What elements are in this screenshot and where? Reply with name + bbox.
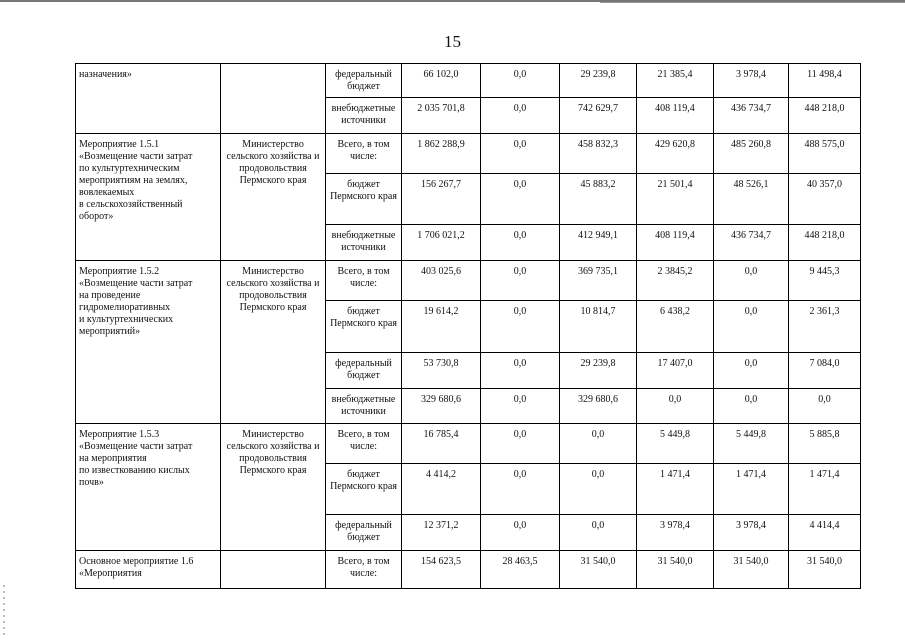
- amount-cell: 31 540,0: [560, 551, 637, 589]
- amount-cell: 0,0: [481, 261, 560, 301]
- amount-cell: 66 102,0: [402, 64, 481, 98]
- amount-cell: 40 357,0: [789, 174, 861, 225]
- amount-cell: 0,0: [560, 464, 637, 515]
- amount-cell: 0,0: [560, 515, 637, 551]
- amount-cell: 1 471,4: [637, 464, 714, 515]
- amount-cell: 485 260,8: [714, 134, 789, 174]
- amount-cell: 458 832,3: [560, 134, 637, 174]
- funding-source-cell: Всего, в том числе:: [326, 424, 402, 464]
- amount-cell: 0,0: [481, 464, 560, 515]
- executor-cell: Министерство сельского хозяйства и продовольствия Пермского края: [221, 424, 326, 551]
- amount-cell: 0,0: [481, 389, 560, 424]
- amount-cell: 436 734,7: [714, 98, 789, 134]
- amount-cell: 16 785,4: [402, 424, 481, 464]
- amount-cell: 429 620,8: [637, 134, 714, 174]
- amount-cell: 0,0: [714, 389, 789, 424]
- funding-source-cell: Всего, в том числе:: [326, 134, 402, 174]
- funding-source-cell: бюджет Пермского края: [326, 174, 402, 225]
- amount-cell: 0,0: [789, 389, 861, 424]
- amount-cell: 0,0: [637, 389, 714, 424]
- amount-cell: 369 735,1: [560, 261, 637, 301]
- amount-cell: 31 540,0: [637, 551, 714, 589]
- executor-cell: Министерство сельского хозяйства и продовольствия Пермского края: [221, 261, 326, 424]
- amount-cell: 0,0: [714, 353, 789, 389]
- amount-cell: 28 463,5: [481, 551, 560, 589]
- funding-source-cell: внебюджетные источники: [326, 389, 402, 424]
- amount-cell: 29 239,8: [560, 64, 637, 98]
- amount-cell: 448 218,0: [789, 225, 861, 261]
- measure-name: Мероприятие 1.5.3 «Возмещение части затрат на мероприятия по известкованию кислых почв»: [79, 429, 193, 488]
- amount-cell: 0,0: [481, 134, 560, 174]
- amount-cell: 403 025,6: [402, 261, 481, 301]
- amount-cell: 448 218,0: [789, 98, 861, 134]
- amount-cell: 0,0: [481, 353, 560, 389]
- amount-cell: 45 883,2: [560, 174, 637, 225]
- table-row: [76, 424, 861, 464]
- amount-cell: 53 730,8: [402, 353, 481, 389]
- amount-cell: 436 734,7: [714, 225, 789, 261]
- executor-cell: [221, 551, 326, 589]
- measure-name: Мероприятие 1.5.2 «Возмещение части затрат на проведение гидромелиоративных и культуртехнических мероприятий»: [79, 266, 193, 337]
- funding-source-cell: федеральный бюджет: [326, 64, 402, 98]
- amount-cell: 408 119,4: [637, 225, 714, 261]
- amount-cell: 9 445,3: [789, 261, 861, 301]
- funding-source-cell: Всего, в том числе:: [326, 551, 402, 589]
- executor-cell: Министерство сельского хозяйства и продовольствия Пермского края: [221, 134, 326, 261]
- amount-cell: 742 629,7: [560, 98, 637, 134]
- amount-cell: 329 680,6: [560, 389, 637, 424]
- amount-cell: 2 361,3: [789, 301, 861, 353]
- funding-source-cell: бюджет Пермского края: [326, 301, 402, 353]
- amount-cell: 0,0: [714, 261, 789, 301]
- amount-cell: 0,0: [481, 98, 560, 134]
- page-number: 15: [444, 32, 461, 51]
- amount-cell: 329 680,6: [402, 389, 481, 424]
- amount-cell: 11 498,4: [789, 64, 861, 98]
- amount-cell: 3 978,4: [637, 515, 714, 551]
- scan-top-edge-2: [600, 2, 905, 3]
- amount-cell: 6 438,2: [637, 301, 714, 353]
- amount-cell: 412 949,1: [560, 225, 637, 261]
- amount-cell: 21 501,4: [637, 174, 714, 225]
- funding-source-cell: федеральный бюджет: [326, 353, 402, 389]
- funding-source-cell: внебюджетные источники: [326, 225, 402, 261]
- amount-cell: 0,0: [481, 174, 560, 225]
- amount-cell: 1 706 021,2: [402, 225, 481, 261]
- amount-cell: 17 407,0: [637, 353, 714, 389]
- amount-cell: 2 035 701,8: [402, 98, 481, 134]
- amount-cell: 4 414,2: [402, 464, 481, 515]
- measure-name: Мероприятие 1.5.1 «Возмещение части затрат по культуртехническим мероприятиям на землях, вовлекаемых в сельскохозяйственный оборот»: [79, 139, 193, 222]
- amount-cell: 2 3845,2: [637, 261, 714, 301]
- measure-name: Основное мероприятие 1.6 «Мероприятия: [79, 556, 194, 579]
- amount-cell: 0,0: [481, 424, 560, 464]
- amount-cell: 4 414,4: [789, 515, 861, 551]
- funding-source-cell: федеральный бюджет: [326, 515, 402, 551]
- amount-cell: 0,0: [481, 515, 560, 551]
- amount-cell: 488 575,0: [789, 134, 861, 174]
- amount-cell: 0,0: [481, 225, 560, 261]
- amount-cell: 10 814,7: [560, 301, 637, 353]
- funding-source-cell: внебюджетные источники: [326, 98, 402, 134]
- table-row: [76, 551, 861, 589]
- amount-cell: 5 449,8: [714, 424, 789, 464]
- amount-cell: 48 526,1: [714, 174, 789, 225]
- amount-cell: 1 862 288,9: [402, 134, 481, 174]
- amount-cell: 1 471,4: [714, 464, 789, 515]
- amount-cell: 154 623,5: [402, 551, 481, 589]
- amount-cell: 21 385,4: [637, 64, 714, 98]
- amount-cell: 31 540,0: [789, 551, 861, 589]
- amount-cell: 3 978,4: [714, 64, 789, 98]
- funding-source-cell: бюджет Пермского края: [326, 464, 402, 515]
- table-row: [76, 134, 861, 174]
- measure-name-cell: [76, 261, 221, 424]
- amount-cell: 5 885,8: [789, 424, 861, 464]
- funding-source-cell: Всего, в том числе:: [326, 261, 402, 301]
- amount-cell: 31 540,0: [714, 551, 789, 589]
- amount-cell: 3 978,4: [714, 515, 789, 551]
- executor-cell: [221, 64, 326, 134]
- scan-margin-dots: [3, 585, 5, 635]
- measure-name-cell: [76, 551, 221, 589]
- amount-cell: 7 084,0: [789, 353, 861, 389]
- amount-cell: 156 267,7: [402, 174, 481, 225]
- amount-cell: 19 614,2: [402, 301, 481, 353]
- table-row: [76, 261, 861, 301]
- table-row: [76, 64, 861, 98]
- amount-cell: 1 471,4: [789, 464, 861, 515]
- amount-cell: 0,0: [481, 64, 560, 98]
- amount-cell: 29 239,8: [560, 353, 637, 389]
- measure-name-cell: [76, 134, 221, 261]
- amount-cell: 0,0: [714, 301, 789, 353]
- funding-table-body: [76, 64, 861, 589]
- measure-name-cell: [76, 424, 221, 551]
- measure-name-cell: [76, 64, 221, 134]
- amount-cell: 0,0: [481, 301, 560, 353]
- amount-cell: 408 119,4: [637, 98, 714, 134]
- amount-cell: 0,0: [560, 424, 637, 464]
- funding-table: [75, 63, 861, 589]
- amount-cell: 12 371,2: [402, 515, 481, 551]
- amount-cell: 5 449,8: [637, 424, 714, 464]
- measure-name: назначения»: [79, 69, 132, 80]
